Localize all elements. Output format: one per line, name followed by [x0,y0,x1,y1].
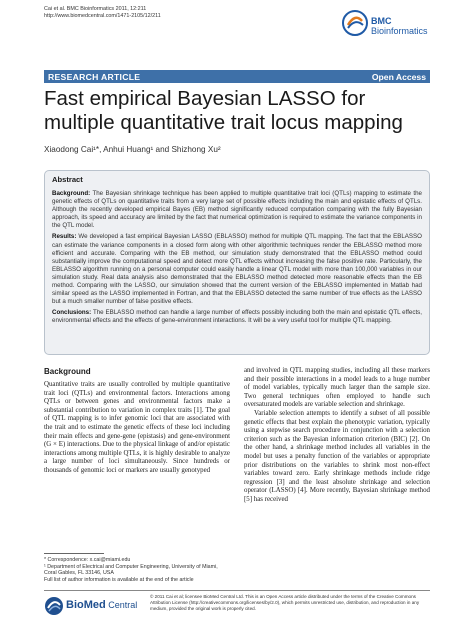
abstract-results [52,233,422,306]
abstract-conclusions-text: The EBLASSO method can handle a large number of effects possibly including both the main and epistatic QTL effects, environmental effects and the effects of gene-environment interactions. It will be a very useful tool for multiple QTL mapping. [52,309,422,325]
author-info-note: Full list of author information is available at the end of the article [44,577,194,584]
logo-text-journal: Bioinformatics [371,26,428,36]
background-paragraph-1: Quantitative traits are usually controlled by multiple quantitative trait loci (QTLs) and environmental factors. Interactions among QTLs or between genes and environmental factors make a substantial contribution to variation in complex traits [1]. The goal of QTL mapping is to infer genomic loci that are associated with the trait and to estimate the genetic effects of these loci including their main effects and gene-gene (epistasis) and gene-environment (G × E) interactions. Due to the physical linkage of and/or epistatic interactions among multiple QTLs, it is highly desirable to analyze a large number of loci simultaneously. Since hundreds or thousands of genomic loci or markers are usually genotyped [44,381,230,474]
abstract-conclusions-label: Conclusions: [52,309,92,317]
publisher-name-regular: Central [105,600,138,610]
abstract-results-label: Results: [52,233,77,241]
open-access-label: Open Access [371,71,426,82]
background-heading: Background [44,367,91,376]
article-title: Fast empirical Bayesian LASSO for multiple quantitative trait locus mapping [44,87,403,134]
abstract-box [44,170,430,355]
abstract-conclusions [52,309,422,325]
footnote-divider [44,553,104,554]
biomed-central-swirl-icon [44,596,64,616]
citation-url[interactable]: http://www.biomedcentral.com/1471-2105/12/211 [44,13,161,19]
background-paragraph-2: Variable selection attempts to identify a subset of all possible genetic effects that best explain the phenotypic variation, typically using a stepwise search procedure in conjunction with a selection criterion such as the Bayesian information criterion (BIC) [2]. On the other hand, a shrinkage method includes all variables in the model but uses a penalty function of the variables or appropriate prior distributions on the variables to shrink most non-effect variables toward zero. Early shrinkage methods include ridge regression [3] and the least absolute shrinkage and selection operator (LASSO) [4]. More recently, Bayesian shrinkage method [5] has received [244,409,430,503]
bmc-logo-icon [342,10,368,36]
body-column-right [244,367,430,505]
abstract-background-text: The Bayesian shrinkage technique has been applied to multiple quantitative trait loci (QTLs) mapping to estimate the genetic effects of QTLs on quantitative traits from a very large set of possible effects including the main and epistatic effects of QTLs. Although the recently developed empirical Bayes (EB) method significantly reduced computation comparing with the fully Bayesian approach, its speed and accuracy are limited by the fact that numerical optimization is required to estimate the variance components in the QTL model. [52,190,422,230]
article-type-banner [44,70,430,83]
abstract-background [52,190,422,230]
author-list: Xiaodong Cai¹*, Anhui Huang¹ and Shizhong Xu² [44,145,221,154]
footnote [44,557,230,584]
correspondence-email[interactable]: * Correspondence: x.cai@miami.edu [44,557,131,563]
abstract-heading: Abstract [52,175,83,184]
publisher-name-bold: BioMed [66,599,106,611]
citation-journal: Cai et al. BMC Bioinformatics 2011, 12:211 [44,6,147,12]
logo-text-bmc: BMC [371,16,392,26]
publisher-name [66,599,137,611]
publisher-logo [44,595,144,617]
license-statement: © 2011 Cai et al; licensee BioMed Central Ltd. This is an Open Access article distributed under the terms of the Creative Commons Attribution License (http://creativecommons.org/licenses/by/2.0), which permits unrestricted use, distribution, and reproduction in any medium, provided the original work is properly cited. [150,594,420,611]
author-affiliation: ¹ Department of Electrical and Computer Engineering, University of Miami, Coral Gables, FL 33146, USA [44,563,218,577]
journal-logo [342,8,430,44]
abstract-results-text: We developed a fast empirical Bayesian LASSO (EBLASSO) method for multiple QTL mapping. The fact that the EBLASSO can estimate the variance components in a closed form along with other algorithmic techniques render the EBLASSO method more efficient and accurate. Comparing with the EB method, our simulation study demonstrated that the EBLASSO method could substantially improve the computational speed and detect more QTL effects without increasing the false positive rate. Particularly, the EBLASSO algorithm running on a personal computer could easily handle a linear QTL model with more than 100,000 variables in our simulation study. Real data analysis also demonstrated that the EBLASSO method detected more reasonable effects than the EB method. Comparing with the LASSO, our simulation showed that the current version of the EBLASSO implemented in Matlab had similar speed as the LASSO implemented in Fortran, and that the EBLASSO detected the same number of true effects as the LASSO but a much smaller number of false positive effects. [52,233,422,306]
citation-header [44,6,161,20]
footer-divider [44,590,430,591]
body-column-left [44,381,230,476]
article-type-label: RESEARCH ARTICLE [48,71,141,82]
background-paragraph-1-cont: and involved in QTL mapping studies, including all these markers and their possible interactions in a model leads to a huge number of model variables, typically much larger than the sample size. Two general techniques often employed to handle such oversaturated models are variable selection and shrinkage. [244,367,430,409]
abstract-background-label: Background: [52,190,91,197]
